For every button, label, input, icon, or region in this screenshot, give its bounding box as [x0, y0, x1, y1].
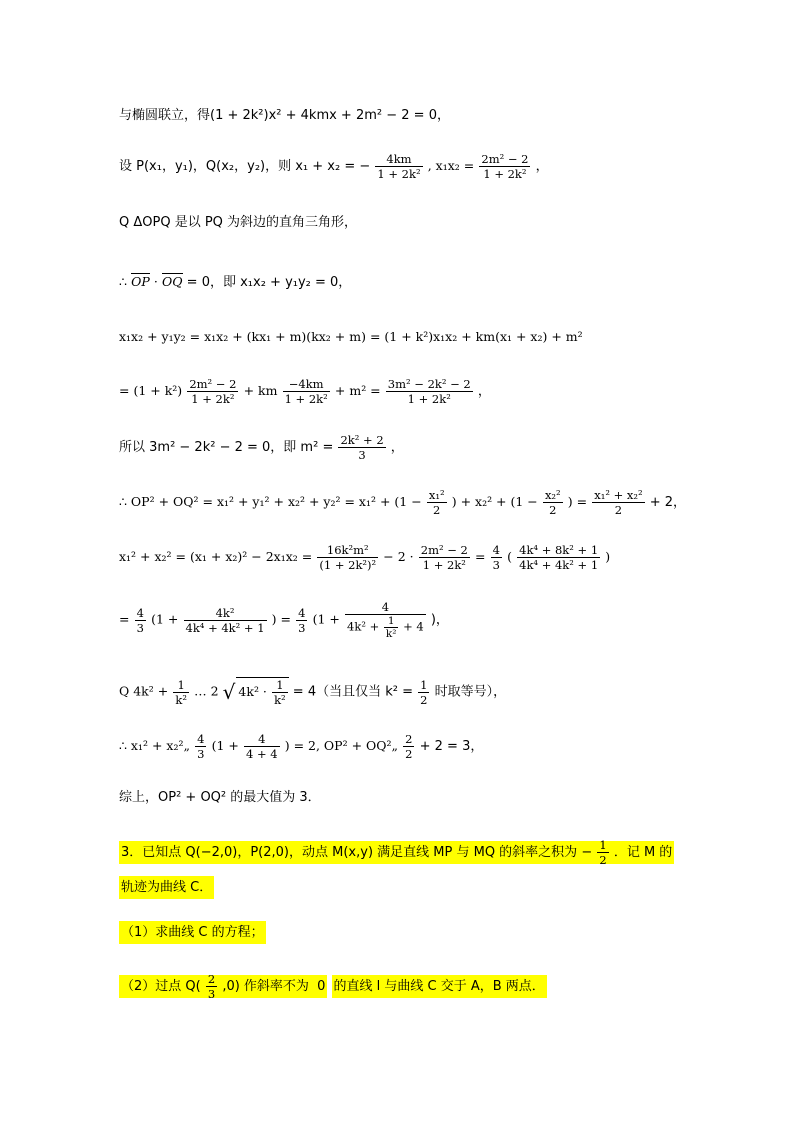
text-l11-mid2: = 4（当且仅当 k² = [292, 684, 413, 700]
text-l12-mid2: ) = 2, OP² + OQ²„ [284, 738, 399, 753]
denominator: 3 [298, 620, 306, 635]
fraction [427, 488, 447, 517]
text-p3-q2-zero: 0 [315, 975, 327, 998]
text-l2-pre: 设 P(x₁，y₁)，Q(x₂，y₂)，则 x₁ + x₂ = − [119, 159, 371, 174]
text-l11-end: 时取等号）， [434, 684, 507, 700]
fraction [592, 488, 644, 517]
dot-symbol: · [153, 274, 158, 289]
fraction [345, 600, 426, 640]
vector-oq: OQ [162, 274, 183, 289]
numerator: 2m² − 2 [420, 543, 468, 557]
numerator: 4 [244, 732, 280, 747]
denominator: 3 [136, 620, 144, 635]
text-l3: Q ΔOPQ 是以 PQ 为斜边的直角三角形， [119, 215, 358, 230]
solution-line-13 [119, 791, 321, 804]
fraction [317, 543, 378, 572]
fraction [338, 433, 385, 462]
text-l11-mid1: … 2 [194, 683, 219, 699]
numerator: 1 [599, 838, 607, 852]
solution-line-1 [119, 109, 450, 122]
numerator: 3m² − 2k² − 2 [387, 377, 471, 391]
denominator: (1 + 2k²)² [319, 558, 377, 572]
radicand-pre: 4k² · [238, 684, 267, 699]
numerator: 4 [197, 732, 205, 746]
fraction [479, 152, 530, 181]
therefore-symbol: ∴ [119, 274, 127, 289]
numerator: 16k²m² [317, 543, 378, 558]
numerator: −4km [283, 377, 330, 392]
numerator: 4 [492, 543, 500, 557]
numerator: 4k⁴ + 8k² + 1 [519, 543, 599, 557]
fraction [543, 488, 563, 517]
fraction [187, 377, 238, 406]
text-l8-end: + 2， [649, 495, 687, 510]
text-l12-end: + 2 = 3， [419, 739, 484, 754]
fraction [173, 678, 189, 707]
text-p3-q2-end: 的直线 l 与曲线 C 交于 A，B 两点． [332, 975, 547, 998]
text-l8-mid1: ) + x₂² + (1 − [451, 494, 538, 509]
text-l10-mid1: (1 + [151, 611, 179, 627]
text-l6-mid2: + m² = [334, 383, 381, 398]
solution-line-3 [119, 216, 357, 229]
text-l10-pre: = [119, 611, 130, 627]
fraction [419, 543, 470, 572]
problem-3-line-2 [119, 881, 214, 894]
solution-line-11 [119, 677, 506, 707]
text-p3-q1: （1）求曲线 C 的方程； [119, 921, 266, 944]
text-l2-mid: , x₁x₂ = [427, 158, 475, 173]
fraction [206, 972, 217, 1001]
denominator: k² [385, 628, 397, 640]
denominator: k² [175, 692, 187, 707]
fraction [491, 543, 502, 572]
solution-line-9 [119, 543, 610, 572]
text-l9-pre: x₁² + x₂² = (x₁ + x₂)² − 2x₁x₂ = [119, 549, 313, 564]
text-l7-end: ， [390, 440, 404, 455]
fraction [386, 377, 473, 406]
fraction [195, 732, 206, 761]
text-p3-q2-pre: （2）过点 Q( [121, 979, 201, 994]
solution-line-8 [119, 488, 686, 517]
text-l7-pre: 所以 3m² − 2k² − 2 = 0，即 m² = [119, 440, 334, 455]
text-l4-post: = 0，即 x₁x₂ + y₁y₂ = 0， [186, 275, 352, 290]
text-l5: x₁x₂ + y₁y₂ = x₁x₂ + (kx₁ + m)(kx₂ + m) = (1 + k²)x₁x₂ + km(x₁ + x₂) + m² [119, 329, 583, 344]
text-p3-l2: 轨迹为曲线 C． [119, 876, 214, 899]
numerator: 4 [345, 600, 426, 615]
denominator: 2 [614, 503, 623, 517]
denominator: 1 + 2k² [284, 392, 328, 406]
denominator: 2 [420, 692, 428, 707]
radical-sign: √ [222, 680, 236, 704]
solution-line-4 [119, 276, 351, 289]
text-l9-mid1: − 2 · [383, 549, 414, 564]
numerator: x₂² [544, 488, 561, 502]
numerator: 1 [420, 677, 428, 692]
text-l13: 综上，OP² + OQ² 的最大值为 3． [119, 790, 321, 805]
denominator-post: + 4 [403, 619, 424, 634]
numerator: 2m² − 2 [481, 152, 529, 166]
denominator: 3 [207, 987, 216, 1001]
numerator: 4km [375, 152, 422, 167]
denominator: 1 + 2k² [483, 167, 527, 181]
numerator: 4 [298, 605, 306, 620]
denominator: 2 [549, 503, 557, 517]
numerator: 1 [384, 615, 399, 628]
text-l9-mid3: ( [507, 549, 512, 564]
fraction [184, 606, 267, 635]
fraction [375, 152, 422, 181]
numerator: 4k² [184, 606, 267, 621]
denominator: 3 [197, 747, 205, 761]
denominator: 2 [599, 853, 607, 867]
square-root [236, 677, 288, 707]
text-l9-end: ) [605, 549, 611, 564]
solution-line-7 [119, 433, 404, 462]
fraction [244, 732, 280, 761]
fraction [272, 678, 288, 707]
solution-line-10 [119, 600, 449, 640]
denominator: 4 + 4 [246, 747, 278, 761]
numerator: 2k² + 2 [340, 433, 384, 447]
numerator: 1 [272, 678, 288, 693]
solution-line-12 [119, 732, 483, 761]
text-l6-mid1: + km [243, 383, 278, 398]
denominator: k² [274, 693, 286, 707]
problem-3-line-1 [119, 838, 674, 867]
problem-3-question-2 [119, 972, 547, 1001]
highlighted-text [119, 972, 315, 1001]
denominator [345, 615, 426, 640]
vector-op: OP [131, 274, 150, 289]
denominator: 3 [492, 558, 500, 572]
solution-line-6 [119, 377, 491, 406]
problem-3-question-1 [119, 926, 266, 939]
nested-fraction [384, 615, 399, 640]
text-p3-l1-pre: 3．已知点 Q(−2,0)，P(2,0)，动点 M(x,y) 满足直线 MP 与 MQ 的斜率之积为 − [121, 845, 593, 860]
fraction [418, 678, 429, 707]
numerator: 2m² − 2 [189, 377, 237, 391]
denominator: 1 + 2k² [377, 167, 421, 181]
fraction [135, 606, 146, 635]
numerator: x₁² + x₂² [594, 488, 643, 502]
text-l8-pre: ∴ OP² + OQ² = x₁² + y₁² + x₂² + y₂² = x₁² + (1 − [119, 494, 422, 509]
text-l6-pre: = (1 + k²) [119, 383, 183, 398]
denominator: 1 + 2k² [191, 392, 235, 406]
text-p3-l1-end: ．记 M 的 [613, 845, 673, 860]
numerator: 2 [207, 972, 216, 986]
numerator: x₁² [428, 488, 445, 502]
numerator: 4 [136, 605, 144, 620]
denominator: 1 + 2k² [407, 392, 451, 406]
text-p3-q2-mid: ,0) 作斜率不为 [222, 979, 309, 994]
text-l10-mid2: ) = [271, 611, 291, 627]
denominator: 2 [405, 747, 413, 761]
fraction [403, 732, 414, 761]
numerator: 2 [405, 732, 413, 746]
text-l8-mid2: ) = [567, 494, 588, 509]
solution-line-5 [119, 331, 583, 344]
denominator-pre: 4k² + [347, 619, 380, 634]
text-l10-mid3: (1 + [312, 611, 340, 627]
numerator: 1 [173, 678, 189, 693]
denominator: 2 [433, 503, 441, 517]
text-l11-pre: Q 4k² + [119, 683, 169, 699]
highlighted-text [119, 838, 674, 867]
fraction [517, 543, 600, 572]
fraction [597, 838, 608, 867]
denominator: 4k⁴ + 4k² + 1 [519, 558, 599, 572]
text-l6-end: ， [477, 384, 491, 399]
denominator: 4k⁴ + 4k² + 1 [185, 620, 265, 635]
text-l12-mid1: (1 + [211, 738, 239, 753]
fraction [283, 377, 330, 406]
denominator: 1 + 2k² [422, 558, 466, 572]
text-l10-end: )， [430, 612, 449, 628]
text-l12-pre: ∴ x₁² + x₂²„ [119, 738, 190, 753]
denominator: 3 [358, 448, 366, 462]
solution-line-2 [119, 152, 549, 181]
text-l2-end: ， [535, 159, 549, 174]
text-l9-mid2: = [475, 549, 486, 564]
text-l1: 与椭圆联立，得(1 + 2k²)x² + 4kmx + 2m² − 2 = 0， [119, 108, 450, 123]
fraction [296, 606, 307, 635]
